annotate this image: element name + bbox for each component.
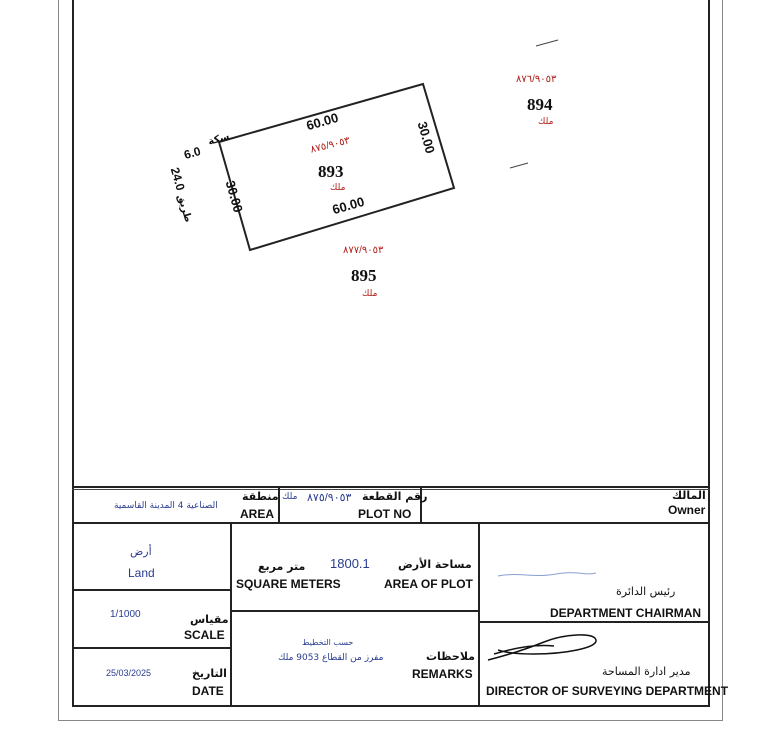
sep-left-column xyxy=(230,523,232,706)
rule-area-remarks xyxy=(230,610,480,612)
area-value: الصناعية 4 المدينة القاسمية xyxy=(114,501,218,511)
rule-chairman-director xyxy=(478,621,710,623)
area-label-en: AREA xyxy=(240,507,275,521)
sikka-label: سكة xyxy=(206,131,231,148)
plot-no-value: ٨٧٥/٩٠٥٣ xyxy=(307,492,352,504)
date-label-ar: التاريخ xyxy=(192,667,227,680)
plot-895-owner: ملك xyxy=(362,289,378,299)
outer-bottom-line xyxy=(58,720,723,721)
road-label: طريق xyxy=(175,193,194,224)
plot-893-top-dimension: 60.00 xyxy=(304,109,340,134)
plot-no-label-en: PLOT NO xyxy=(358,507,412,521)
director-signature xyxy=(484,628,600,666)
chairman-signature xyxy=(496,570,600,580)
remarks-label-en: REMARKS xyxy=(412,667,473,681)
form-top-rule xyxy=(72,486,710,488)
area-unit-en: SQUARE METERS xyxy=(236,577,341,591)
remarks-line1: حسب التخطيط xyxy=(302,638,354,647)
scale-label-en: SCALE xyxy=(184,628,225,642)
plot-893-number: 893 xyxy=(318,162,344,181)
director-label-en: DIRECTOR OF SURVEYING DEPARTMENT xyxy=(486,684,729,698)
date-label-en: DATE xyxy=(192,684,224,698)
rule-scale-date xyxy=(72,647,232,649)
plot-893-owner: ملك xyxy=(330,183,346,193)
area-of-plot-value: 1800.1 xyxy=(330,556,370,571)
chairman-label-ar: رئيس الدائرة xyxy=(616,585,676,598)
plot-893-ref: ٨٧٥/٩٠٥٣ xyxy=(309,135,352,156)
director-label-ar: مدير ادارة المساحة xyxy=(602,665,691,678)
plot-894-owner: ملك xyxy=(538,117,554,127)
plot-895-ref: ٨٧٧/٩٠٥٣ xyxy=(343,245,384,256)
scale-label-ar: مقياس xyxy=(190,613,229,626)
land-type-en: Land xyxy=(128,566,155,580)
plot-893-bottom-dimension: 60.00 xyxy=(330,193,366,218)
area-of-plot-label-en: AREA OF PLOT xyxy=(384,577,473,591)
chairman-label-en: DEPARTMENT CHAIRMAN xyxy=(550,606,702,620)
sep-right-column xyxy=(478,523,480,706)
area-label-ar: منطقة xyxy=(242,490,279,503)
area-of-plot-label-ar: مساحة الأرض xyxy=(398,558,472,571)
plot-894-number: 894 xyxy=(527,95,553,114)
remarks-label-ar: ملاحظات xyxy=(426,650,475,663)
land-type-ar: أرض xyxy=(130,545,152,558)
plot-894-boundary-tick xyxy=(536,40,558,46)
plot-no-label-ar: رقم القطعة xyxy=(362,490,428,503)
form-header-rule xyxy=(72,522,710,524)
plot-no-owner-note: ملك xyxy=(282,492,298,502)
plot-893-left-dimension: 30.00 xyxy=(222,178,246,215)
owner-label-en: Owner xyxy=(668,503,706,517)
owner-label-ar: المالك xyxy=(672,489,706,502)
sikka-width: 6.0 xyxy=(182,143,203,163)
area-unit-ar: متر مربع xyxy=(258,560,306,573)
plot-895-number: 895 xyxy=(351,266,377,285)
road-width: 24.0 xyxy=(167,165,188,193)
scale-value: 1/1000 xyxy=(110,609,141,620)
plot-894-ref: ٨٧٦/٩٠٥٣ xyxy=(516,74,557,85)
plot-893-right-dimension: 30.00 xyxy=(414,119,438,156)
plot-894-boundary-tick-lower xyxy=(510,163,528,168)
frame-bottom-border xyxy=(72,705,710,707)
date-value: 25/03/2025 xyxy=(106,668,152,678)
rule-land-scale xyxy=(72,589,232,591)
remarks-line2: مفرز من القطاع 9053 ملك xyxy=(278,653,384,663)
